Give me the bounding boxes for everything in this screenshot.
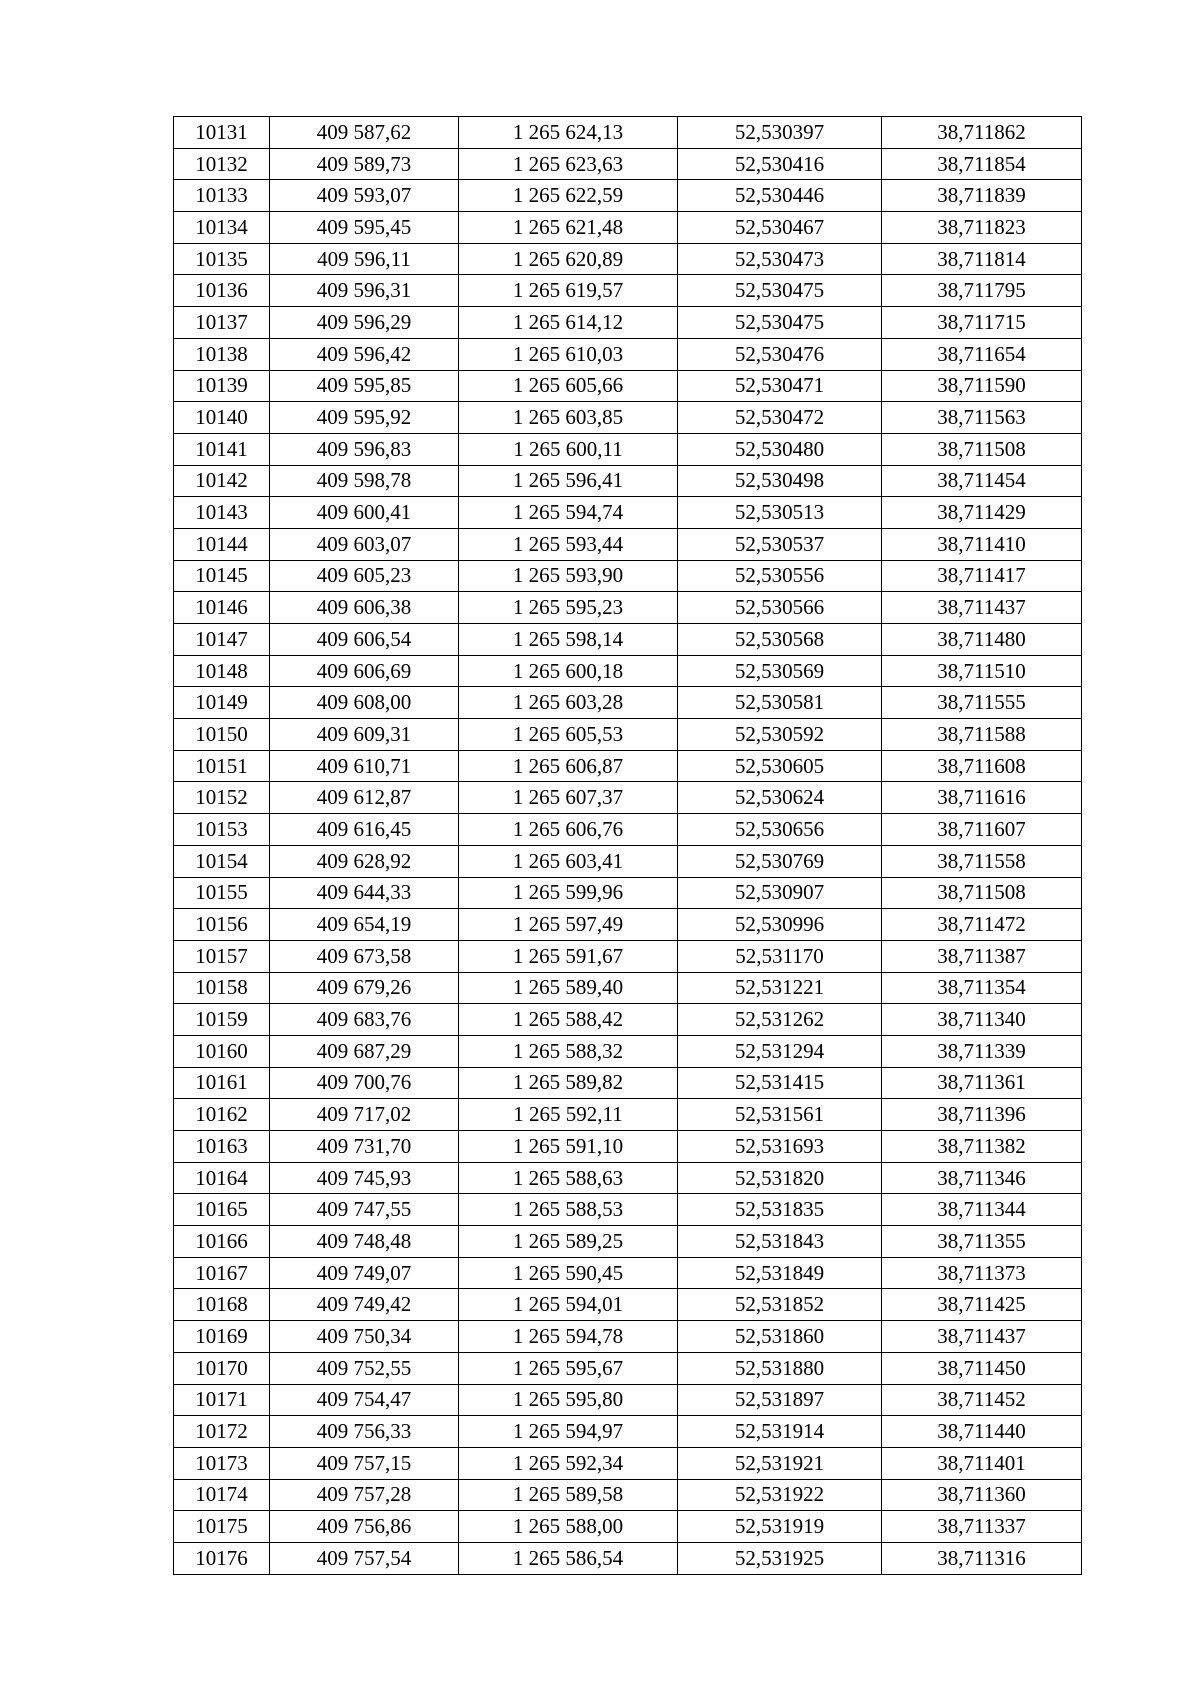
latitude-cell: 52,531835 [678, 1194, 882, 1226]
latitude-cell: 52,530475 [678, 307, 882, 339]
table-row [174, 1131, 1082, 1163]
point-number-cell: 10146 [174, 592, 270, 624]
longitude-cell: 38,711437 [882, 1321, 1082, 1353]
x-coordinate-cell: 409 673,58 [270, 940, 459, 972]
x-coordinate-cell: 409 595,45 [270, 212, 459, 244]
longitude-cell: 38,711472 [882, 909, 1082, 941]
y-coordinate-cell: 1 265 623,63 [459, 148, 678, 180]
table-row [174, 275, 1082, 307]
table-row [174, 1384, 1082, 1416]
table-row [174, 909, 1082, 941]
y-coordinate-cell: 1 265 605,53 [459, 719, 678, 751]
table-row [174, 148, 1082, 180]
latitude-cell: 52,531852 [678, 1289, 882, 1321]
y-coordinate-cell: 1 265 607,37 [459, 782, 678, 814]
latitude-cell: 52,530624 [678, 782, 882, 814]
y-coordinate-cell: 1 265 621,48 [459, 212, 678, 244]
y-coordinate-cell: 1 265 594,01 [459, 1289, 678, 1321]
longitude-cell: 38,711510 [882, 655, 1082, 687]
x-coordinate-cell: 409 687,29 [270, 1035, 459, 1067]
point-number-cell: 10140 [174, 402, 270, 434]
table-row [174, 528, 1082, 560]
y-coordinate-cell: 1 265 592,11 [459, 1099, 678, 1131]
x-coordinate-cell: 409 747,55 [270, 1194, 459, 1226]
table-row [174, 1542, 1082, 1574]
x-coordinate-cell: 409 596,29 [270, 307, 459, 339]
x-coordinate-cell: 409 628,92 [270, 845, 459, 877]
y-coordinate-cell: 1 265 588,63 [459, 1162, 678, 1194]
x-coordinate-cell: 409 644,33 [270, 877, 459, 909]
y-coordinate-cell: 1 265 620,89 [459, 243, 678, 275]
point-number-cell: 10143 [174, 497, 270, 529]
longitude-cell: 38,711607 [882, 814, 1082, 846]
latitude-cell: 52,531693 [678, 1131, 882, 1163]
point-number-cell: 10153 [174, 814, 270, 846]
y-coordinate-cell: 1 265 588,00 [459, 1511, 678, 1543]
x-coordinate-cell: 409 756,86 [270, 1511, 459, 1543]
longitude-cell: 38,711355 [882, 1226, 1082, 1258]
point-number-cell: 10141 [174, 433, 270, 465]
y-coordinate-cell: 1 265 603,28 [459, 687, 678, 719]
y-coordinate-cell: 1 265 600,18 [459, 655, 678, 687]
longitude-cell: 38,711346 [882, 1162, 1082, 1194]
latitude-cell: 52,530996 [678, 909, 882, 941]
x-coordinate-cell: 409 654,19 [270, 909, 459, 941]
table-row [174, 212, 1082, 244]
y-coordinate-cell: 1 265 619,57 [459, 275, 678, 307]
latitude-cell: 52,531921 [678, 1447, 882, 1479]
point-number-cell: 10145 [174, 560, 270, 592]
longitude-cell: 38,711437 [882, 592, 1082, 624]
x-coordinate-cell: 409 600,41 [270, 497, 459, 529]
point-number-cell: 10162 [174, 1099, 270, 1131]
latitude-cell: 52,531914 [678, 1416, 882, 1448]
point-number-cell: 10154 [174, 845, 270, 877]
latitude-cell: 52,530446 [678, 180, 882, 212]
latitude-cell: 52,531843 [678, 1226, 882, 1258]
table-row [174, 307, 1082, 339]
longitude-cell: 38,711440 [882, 1416, 1082, 1448]
point-number-cell: 10131 [174, 117, 270, 149]
x-coordinate-cell: 409 731,70 [270, 1131, 459, 1163]
x-coordinate-cell: 409 606,69 [270, 655, 459, 687]
x-coordinate-cell: 409 748,48 [270, 1226, 459, 1258]
longitude-cell: 38,711555 [882, 687, 1082, 719]
table-row [174, 180, 1082, 212]
y-coordinate-cell: 1 265 588,32 [459, 1035, 678, 1067]
longitude-cell: 38,711590 [882, 370, 1082, 402]
x-coordinate-cell: 409 603,07 [270, 528, 459, 560]
point-number-cell: 10152 [174, 782, 270, 814]
y-coordinate-cell: 1 265 594,74 [459, 497, 678, 529]
y-coordinate-cell: 1 265 589,25 [459, 1226, 678, 1258]
table-row [174, 402, 1082, 434]
y-coordinate-cell: 1 265 606,87 [459, 750, 678, 782]
latitude-cell: 52,531919 [678, 1511, 882, 1543]
longitude-cell: 38,711340 [882, 1004, 1082, 1036]
x-coordinate-cell: 409 605,23 [270, 560, 459, 592]
table-row [174, 433, 1082, 465]
point-number-cell: 10159 [174, 1004, 270, 1036]
table-row [174, 877, 1082, 909]
y-coordinate-cell: 1 265 603,85 [459, 402, 678, 434]
table-row [174, 1479, 1082, 1511]
table-row [174, 1257, 1082, 1289]
table-row [174, 1035, 1082, 1067]
table-row [174, 624, 1082, 656]
longitude-cell: 38,711608 [882, 750, 1082, 782]
longitude-cell: 38,711715 [882, 307, 1082, 339]
y-coordinate-cell: 1 265 588,42 [459, 1004, 678, 1036]
table-row [174, 1226, 1082, 1258]
x-coordinate-cell: 409 609,31 [270, 719, 459, 751]
latitude-cell: 52,530397 [678, 117, 882, 149]
longitude-cell: 38,711373 [882, 1257, 1082, 1289]
point-number-cell: 10139 [174, 370, 270, 402]
latitude-cell: 52,531170 [678, 940, 882, 972]
latitude-cell: 52,531415 [678, 1067, 882, 1099]
x-coordinate-cell: 409 750,34 [270, 1321, 459, 1353]
x-coordinate-cell: 409 616,45 [270, 814, 459, 846]
table-row [174, 1004, 1082, 1036]
point-number-cell: 10137 [174, 307, 270, 339]
table-row [174, 370, 1082, 402]
longitude-cell: 38,711360 [882, 1479, 1082, 1511]
point-number-cell: 10166 [174, 1226, 270, 1258]
y-coordinate-cell: 1 265 599,96 [459, 877, 678, 909]
latitude-cell: 52,531860 [678, 1321, 882, 1353]
point-number-cell: 10135 [174, 243, 270, 275]
table-row [174, 338, 1082, 370]
latitude-cell: 52,531880 [678, 1352, 882, 1384]
point-number-cell: 10149 [174, 687, 270, 719]
latitude-cell: 52,530473 [678, 243, 882, 275]
y-coordinate-cell: 1 265 595,67 [459, 1352, 678, 1384]
x-coordinate-cell: 409 754,47 [270, 1384, 459, 1416]
table-row [174, 465, 1082, 497]
point-number-cell: 10155 [174, 877, 270, 909]
latitude-cell: 52,531820 [678, 1162, 882, 1194]
latitude-cell: 52,530556 [678, 560, 882, 592]
longitude-cell: 38,711450 [882, 1352, 1082, 1384]
x-coordinate-cell: 409 606,38 [270, 592, 459, 624]
y-coordinate-cell: 1 265 624,13 [459, 117, 678, 149]
y-coordinate-cell: 1 265 595,80 [459, 1384, 678, 1416]
longitude-cell: 38,711654 [882, 338, 1082, 370]
x-coordinate-cell: 409 700,76 [270, 1067, 459, 1099]
table-row [174, 655, 1082, 687]
latitude-cell: 52,531922 [678, 1479, 882, 1511]
table-row [174, 1352, 1082, 1384]
point-number-cell: 10136 [174, 275, 270, 307]
longitude-cell: 38,711558 [882, 845, 1082, 877]
longitude-cell: 38,711396 [882, 1099, 1082, 1131]
longitude-cell: 38,711508 [882, 433, 1082, 465]
x-coordinate-cell: 409 612,87 [270, 782, 459, 814]
latitude-cell: 52,530416 [678, 148, 882, 180]
latitude-cell: 52,531897 [678, 1384, 882, 1416]
y-coordinate-cell: 1 265 588,53 [459, 1194, 678, 1226]
point-number-cell: 10156 [174, 909, 270, 941]
x-coordinate-cell: 409 595,92 [270, 402, 459, 434]
point-number-cell: 10176 [174, 1542, 270, 1574]
table-row [174, 1321, 1082, 1353]
x-coordinate-cell: 409 757,28 [270, 1479, 459, 1511]
x-coordinate-cell: 409 610,71 [270, 750, 459, 782]
x-coordinate-cell: 409 749,42 [270, 1289, 459, 1321]
longitude-cell: 38,711480 [882, 624, 1082, 656]
longitude-cell: 38,711401 [882, 1447, 1082, 1479]
x-coordinate-cell: 409 717,02 [270, 1099, 459, 1131]
x-coordinate-cell: 409 595,85 [270, 370, 459, 402]
table-row [174, 845, 1082, 877]
latitude-cell: 52,530656 [678, 814, 882, 846]
longitude-cell: 38,711387 [882, 940, 1082, 972]
y-coordinate-cell: 1 265 603,41 [459, 845, 678, 877]
x-coordinate-cell: 409 589,73 [270, 148, 459, 180]
x-coordinate-cell: 409 608,00 [270, 687, 459, 719]
table-row [174, 1447, 1082, 1479]
latitude-cell: 52,530471 [678, 370, 882, 402]
y-coordinate-cell: 1 265 589,82 [459, 1067, 678, 1099]
latitude-cell: 52,530592 [678, 719, 882, 751]
y-coordinate-cell: 1 265 589,40 [459, 972, 678, 1004]
y-coordinate-cell: 1 265 590,45 [459, 1257, 678, 1289]
y-coordinate-cell: 1 265 586,54 [459, 1542, 678, 1574]
y-coordinate-cell: 1 265 593,90 [459, 560, 678, 592]
point-number-cell: 10150 [174, 719, 270, 751]
y-coordinate-cell: 1 265 605,66 [459, 370, 678, 402]
latitude-cell: 52,530605 [678, 750, 882, 782]
table-row [174, 560, 1082, 592]
latitude-cell: 52,530467 [678, 212, 882, 244]
latitude-cell: 52,530537 [678, 528, 882, 560]
longitude-cell: 38,711862 [882, 117, 1082, 149]
y-coordinate-cell: 1 265 606,76 [459, 814, 678, 846]
latitude-cell: 52,530513 [678, 497, 882, 529]
longitude-cell: 38,711795 [882, 275, 1082, 307]
x-coordinate-cell: 409 596,83 [270, 433, 459, 465]
point-number-cell: 10173 [174, 1447, 270, 1479]
latitude-cell: 52,530480 [678, 433, 882, 465]
point-number-cell: 10163 [174, 1131, 270, 1163]
point-number-cell: 10142 [174, 465, 270, 497]
latitude-cell: 52,530498 [678, 465, 882, 497]
x-coordinate-cell: 409 745,93 [270, 1162, 459, 1194]
point-number-cell: 10164 [174, 1162, 270, 1194]
point-number-cell: 10174 [174, 1479, 270, 1511]
latitude-cell: 52,530568 [678, 624, 882, 656]
latitude-cell: 52,531221 [678, 972, 882, 1004]
table-row [174, 814, 1082, 846]
latitude-cell: 52,530476 [678, 338, 882, 370]
x-coordinate-cell: 409 757,54 [270, 1542, 459, 1574]
latitude-cell: 52,530472 [678, 402, 882, 434]
point-number-cell: 10175 [174, 1511, 270, 1543]
coordinates-table-body [174, 117, 1082, 1575]
point-number-cell: 10172 [174, 1416, 270, 1448]
longitude-cell: 38,711354 [882, 972, 1082, 1004]
y-coordinate-cell: 1 265 600,11 [459, 433, 678, 465]
latitude-cell: 52,530569 [678, 655, 882, 687]
y-coordinate-cell: 1 265 598,14 [459, 624, 678, 656]
point-number-cell: 10161 [174, 1067, 270, 1099]
table-row [174, 1194, 1082, 1226]
table-row [174, 687, 1082, 719]
x-coordinate-cell: 409 756,33 [270, 1416, 459, 1448]
table-row [174, 1416, 1082, 1448]
y-coordinate-cell: 1 265 594,97 [459, 1416, 678, 1448]
x-coordinate-cell: 409 596,31 [270, 275, 459, 307]
table-row [174, 719, 1082, 751]
point-number-cell: 10147 [174, 624, 270, 656]
point-number-cell: 10171 [174, 1384, 270, 1416]
longitude-cell: 38,711588 [882, 719, 1082, 751]
longitude-cell: 38,711454 [882, 465, 1082, 497]
point-number-cell: 10132 [174, 148, 270, 180]
longitude-cell: 38,711410 [882, 528, 1082, 560]
point-number-cell: 10167 [174, 1257, 270, 1289]
y-coordinate-cell: 1 265 614,12 [459, 307, 678, 339]
table-row [174, 940, 1082, 972]
point-number-cell: 10170 [174, 1352, 270, 1384]
longitude-cell: 38,711425 [882, 1289, 1082, 1321]
point-number-cell: 10133 [174, 180, 270, 212]
point-number-cell: 10158 [174, 972, 270, 1004]
x-coordinate-cell: 409 593,07 [270, 180, 459, 212]
table-row [174, 1162, 1082, 1194]
table-row [174, 592, 1082, 624]
y-coordinate-cell: 1 265 596,41 [459, 465, 678, 497]
point-number-cell: 10160 [174, 1035, 270, 1067]
longitude-cell: 38,711429 [882, 497, 1082, 529]
longitude-cell: 38,711361 [882, 1067, 1082, 1099]
x-coordinate-cell: 409 749,07 [270, 1257, 459, 1289]
point-number-cell: 10165 [174, 1194, 270, 1226]
x-coordinate-cell: 409 598,78 [270, 465, 459, 497]
coordinates-table [173, 116, 1082, 1575]
longitude-cell: 38,711344 [882, 1194, 1082, 1226]
latitude-cell: 52,530581 [678, 687, 882, 719]
table-row [174, 497, 1082, 529]
longitude-cell: 38,711854 [882, 148, 1082, 180]
table-row [174, 1289, 1082, 1321]
longitude-cell: 38,711316 [882, 1542, 1082, 1574]
point-number-cell: 10134 [174, 212, 270, 244]
table-row [174, 117, 1082, 149]
point-number-cell: 10144 [174, 528, 270, 560]
point-number-cell: 10157 [174, 940, 270, 972]
y-coordinate-cell: 1 265 597,49 [459, 909, 678, 941]
y-coordinate-cell: 1 265 592,34 [459, 1447, 678, 1479]
longitude-cell: 38,711337 [882, 1511, 1082, 1543]
table-row [174, 1511, 1082, 1543]
latitude-cell: 52,530769 [678, 845, 882, 877]
table-row [174, 750, 1082, 782]
y-coordinate-cell: 1 265 610,03 [459, 338, 678, 370]
longitude-cell: 38,711563 [882, 402, 1082, 434]
x-coordinate-cell: 409 596,11 [270, 243, 459, 275]
point-number-cell: 10151 [174, 750, 270, 782]
latitude-cell: 52,531294 [678, 1035, 882, 1067]
latitude-cell: 52,531561 [678, 1099, 882, 1131]
latitude-cell: 52,531262 [678, 1004, 882, 1036]
latitude-cell: 52,530907 [678, 877, 882, 909]
point-number-cell: 10148 [174, 655, 270, 687]
table-row [174, 782, 1082, 814]
table-row [174, 1099, 1082, 1131]
y-coordinate-cell: 1 265 589,58 [459, 1479, 678, 1511]
latitude-cell: 52,531849 [678, 1257, 882, 1289]
point-number-cell: 10168 [174, 1289, 270, 1321]
longitude-cell: 38,711339 [882, 1035, 1082, 1067]
longitude-cell: 38,711823 [882, 212, 1082, 244]
y-coordinate-cell: 1 265 594,78 [459, 1321, 678, 1353]
longitude-cell: 38,711452 [882, 1384, 1082, 1416]
x-coordinate-cell: 409 596,42 [270, 338, 459, 370]
table-row [174, 972, 1082, 1004]
x-coordinate-cell: 409 752,55 [270, 1352, 459, 1384]
y-coordinate-cell: 1 265 591,10 [459, 1131, 678, 1163]
y-coordinate-cell: 1 265 593,44 [459, 528, 678, 560]
longitude-cell: 38,711814 [882, 243, 1082, 275]
latitude-cell: 52,531925 [678, 1542, 882, 1574]
x-coordinate-cell: 409 757,15 [270, 1447, 459, 1479]
y-coordinate-cell: 1 265 595,23 [459, 592, 678, 624]
x-coordinate-cell: 409 683,76 [270, 1004, 459, 1036]
table-row [174, 1067, 1082, 1099]
x-coordinate-cell: 409 606,54 [270, 624, 459, 656]
point-number-cell: 10138 [174, 338, 270, 370]
latitude-cell: 52,530475 [678, 275, 882, 307]
longitude-cell: 38,711417 [882, 560, 1082, 592]
longitude-cell: 38,711382 [882, 1131, 1082, 1163]
y-coordinate-cell: 1 265 622,59 [459, 180, 678, 212]
latitude-cell: 52,530566 [678, 592, 882, 624]
longitude-cell: 38,711839 [882, 180, 1082, 212]
x-coordinate-cell: 409 587,62 [270, 117, 459, 149]
table-row [174, 243, 1082, 275]
y-coordinate-cell: 1 265 591,67 [459, 940, 678, 972]
longitude-cell: 38,711508 [882, 877, 1082, 909]
x-coordinate-cell: 409 679,26 [270, 972, 459, 1004]
longitude-cell: 38,711616 [882, 782, 1082, 814]
point-number-cell: 10169 [174, 1321, 270, 1353]
